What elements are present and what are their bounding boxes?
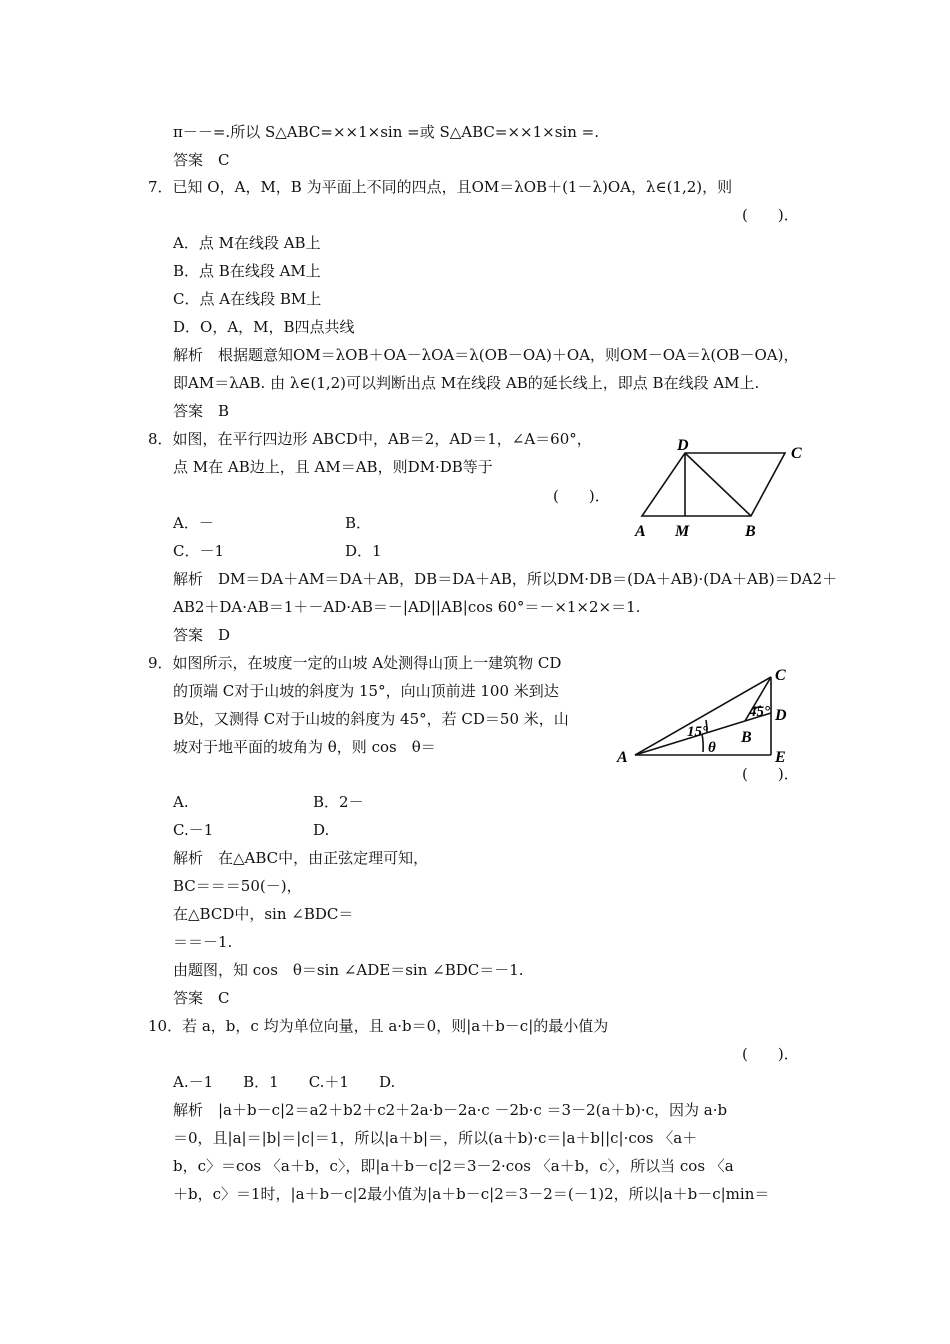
options-row: A.－1 B．1 C.＋1 D.	[173, 1073, 396, 1091]
label-a: A	[617, 749, 628, 766]
text-line: π－－=.所以 S△ABC=××1×sin =或 S△ABC=××1×sin =.	[173, 123, 599, 141]
question-9-cont: 坡对于地平面的坡角为 θ，则 cos θ＝	[173, 738, 436, 756]
parallelogram-figure	[625, 436, 815, 542]
question-9-cont: B处，又测得 C对于山坡的斜度为 45°，若 CD＝50 米，山	[173, 710, 569, 728]
option-d: D.	[313, 821, 330, 839]
solution-line: 解析 |a＋b－c|2＝a2＋b2＋c2＋2a·b－2a·c －2b·c ＝3－2(a＋b)·c，因为 a·b	[173, 1101, 728, 1119]
option-c: C．点 A在线段 BM上	[173, 290, 322, 308]
label-m: M	[675, 523, 690, 540]
option-a: A．－	[173, 514, 214, 532]
answer-line: 答案 D	[173, 626, 231, 644]
label-c: C	[791, 445, 802, 462]
label-d: D	[677, 437, 689, 454]
solution-line: ＋b，c〉＝1时，|a＋b－c|2最小值为|a＋b－c|2＝3－2＝(－1)2，所以|a＋b－c|min＝	[173, 1185, 770, 1203]
angle-15-label: 15°	[687, 724, 708, 740]
option-d: D．1	[345, 542, 382, 560]
theta-label: θ	[708, 740, 716, 756]
slope-figure	[615, 664, 795, 766]
option-a: A.	[173, 793, 189, 811]
question-8-cont: 点 M在 AB边上，且 AM＝AB，则DM·DB等于	[173, 458, 493, 476]
option-b: B．点 B在线段 AM上	[173, 262, 321, 280]
solution-line: ＝＝－1.	[173, 933, 233, 951]
solution-line: b，c〉＝cos 〈a＋b，c〉，即|a＋b－c|2＝3－2·cos 〈a＋b，c〉，所以当 cos 〈a	[173, 1157, 734, 1175]
option-a: A．点 M在线段 AB上	[173, 234, 321, 252]
option-d: D．O，A，M，B四点共线	[173, 318, 355, 336]
question-7: 7．已知 O，A，M，B 为平面上不同的四点，且OM＝λOB＋(1－λ)OA，λ∈(1,2)，则	[148, 178, 733, 196]
answer-blank: ( )．	[742, 1045, 799, 1063]
solution-line: 即AM＝λAB. 由 λ∈(1,2)可以判断出点 M在线段 AB的延长线上，即点 B在线段 AM上.	[173, 374, 760, 392]
solution-line: 解析 在△ABC中，由正弦定理可知，	[173, 849, 429, 867]
label-a: A	[635, 523, 646, 540]
solution-line: 由题图，知 cos θ＝sin ∠ADE＝sin ∠BDC＝－1.	[173, 961, 524, 979]
solution-line: AB2＋DA·AB＝1＋－AD·AB＝－|AD||AB|cos 60°＝－×1×2×＝1.	[173, 598, 641, 616]
option-b: B．	[345, 514, 372, 532]
solution-line: 解析 根据题意知OM＝λOB＋OA－λOA＝λ(OB－OA)＋OA，则OM－OA＝λ(OB－OA)，	[173, 346, 799, 364]
angle-45-label: 45°	[749, 704, 770, 720]
answer-blank: ( )．	[742, 765, 799, 783]
answer-line: 答案 B	[173, 402, 230, 420]
question-10: 10．若 a，b，c 均为单位向量，且 a·b＝0，则|a＋b－c|的最小值为	[148, 1017, 609, 1035]
solution-line: ＝0，且|a|＝|b|＝|c|＝1，所以|a＋b|＝，所以(a＋b)·c＝|a＋b||c|·cos 〈a＋	[173, 1129, 698, 1147]
option-c: C．－1	[173, 542, 225, 560]
label-b: B	[745, 523, 756, 540]
answer-line: 答案 C	[173, 151, 230, 169]
label-c: C	[775, 667, 786, 684]
label-b: B	[741, 729, 752, 746]
label-e: E	[775, 749, 786, 766]
answer-blank: ( )．	[742, 206, 799, 224]
solution-line: 在△BCD中，sin ∠BDC＝	[173, 905, 354, 923]
answer-line: 答案 C	[173, 989, 230, 1007]
solution-line: 解析 DM＝DA＋AM＝DA＋AB，DB＝DA＋AB，所以DM·DB＝(DA＋AB)·(DA＋AB)＝DA2＋	[173, 570, 838, 588]
answer-blank: ( )．	[553, 487, 610, 505]
solution-line: BC＝＝＝50(－)，	[173, 877, 302, 895]
label-d: D	[775, 707, 787, 724]
question-8: 8．如图，在平行四边形 ABCD中，AB＝2，AD＝1，∠A＝60°，	[148, 430, 592, 448]
question-9: 9．如图所示，在坡度一定的山坡 A处测得山顶上一建筑物 CD	[148, 654, 562, 672]
question-9-cont: 的顶端 C对于山坡的斜度为 15°，向山顶前进 100 米到达	[173, 682, 559, 700]
option-c: C.－1	[173, 821, 214, 839]
option-b: B．2－	[313, 793, 364, 811]
